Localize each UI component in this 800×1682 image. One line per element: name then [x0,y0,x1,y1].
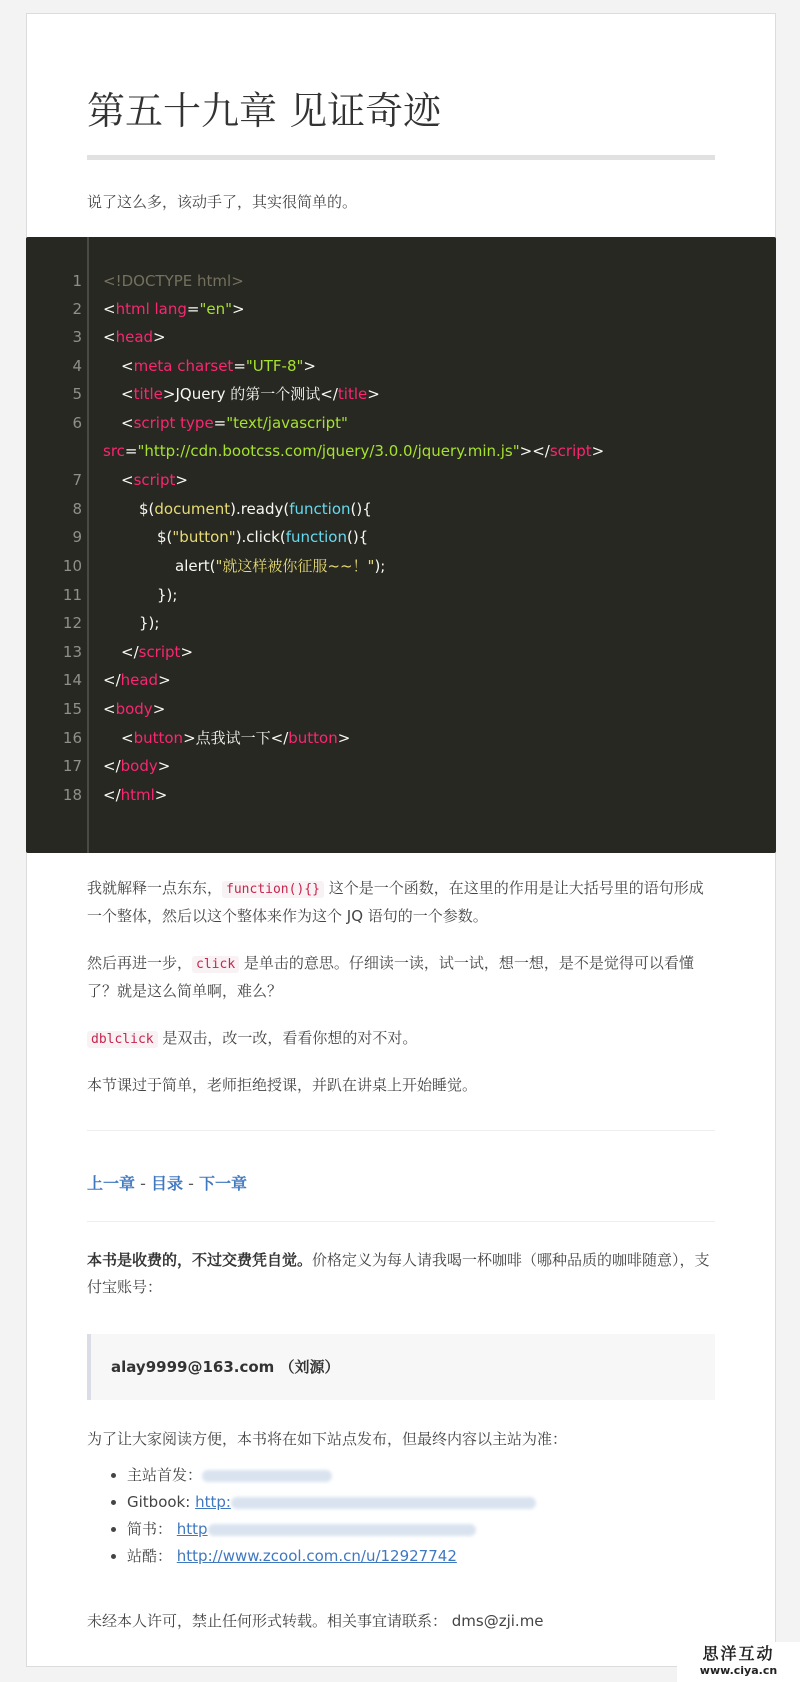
code-line-3: <head> [103,328,166,346]
code-line-17: </body> [103,757,171,775]
line-number: 17 [62,757,82,775]
inline-code: function(){} [222,881,324,898]
line-number: 10 [62,557,82,575]
line-number: 6 [72,414,82,432]
chapter-nav: 上一章 - 目录 - 下一章 [87,1174,247,1193]
line-number: 12 [62,614,82,632]
line-number: 8 [72,500,82,518]
code-line-11: }); [157,586,178,604]
line-number: 5 [72,385,82,403]
code-line-6-wrap: src="http://cdn.bootcss.com/jquery/3.0.0/jquery.min.js"></script> [103,442,605,460]
line-number: 1 [72,272,82,290]
account-blockquote: alay9999@163.com （刘源） [87,1334,715,1400]
gitbook-link[interactable]: http: [195,1493,231,1511]
line-number: 9 [72,528,82,546]
code-line-2: <html lang="en"> [103,300,245,318]
inline-code: dblclick [87,1031,158,1048]
code-line-1: <!DOCTYPE html> [103,272,244,290]
site-item-main: • 主站首发： [127,1462,715,1489]
line-number: 13 [62,643,82,661]
prev-chapter-link[interactable]: 上一章 [87,1174,136,1193]
code-line-8: $(document).ready(function(){ [139,500,372,518]
line-number: 14 [62,671,82,689]
line-number: 15 [62,700,82,718]
blurred-link [208,1524,476,1536]
publish-intro: 为了让大家阅读方便，本书将在如下站点发布，但最终内容以主站为准： [87,1430,568,1448]
code-line-14: </head> [103,671,171,689]
line-number: 2 [72,300,82,318]
code-block [26,237,776,853]
paragraph-sleep: 本节课过于简单，老师拒绝授课，并趴在讲桌上开始睡觉。 [87,1076,478,1094]
paragraph-dblclick: dblclick 是双击，改一改，看看你想的对不对。 [87,1025,715,1053]
code-gutter-divider [87,237,89,853]
code-line-13: </script> [121,643,194,661]
page-title: 第五十九章 见证奇迹 [87,89,442,133]
jianshu-link[interactable]: http [176,1520,208,1538]
code-line-7: <script> [121,471,188,489]
article-page [26,13,776,1667]
inline-code: click [192,956,239,973]
site-list [87,1462,715,1570]
paragraph-function: 我就解释一点东东， function(){} 这个是一个函数，在这里的作用是让大括号里的语句形成一个整体，然后以这个整体来作为这个 JQ 语句的一个参数。 [87,879,704,925]
site-item-jianshu: • 简书： http [127,1516,715,1543]
divider [87,1221,715,1222]
next-chapter-link[interactable]: 下一章 [198,1174,247,1193]
code-line-6: <script type="text/javascript" [121,414,348,432]
watermark-logo: 思洋互动 www.ciya.cn [677,1642,800,1682]
site-item-gitbook: • Gitbook: http: [127,1489,715,1516]
code-line-16: <button>点我试一下</button> [121,729,351,747]
intro-paragraph: 说了这么多，该动手了，其实很简单的。 [87,193,358,211]
copyright-notice: 未经本人许可，禁止任何形式转载。相关事宜请联系： dms@zji.me [87,1612,544,1630]
line-number: 3 [72,328,82,346]
divider [87,1130,715,1131]
line-number: 18 [62,786,82,804]
blurred-link[interactable] [202,1470,332,1482]
code-line-5: <title>JQuery 的第一个测试</title> [121,385,380,403]
line-number: 7 [72,471,82,489]
code-line-9: $("button").click(function(){ [157,528,369,546]
title-divider [87,155,715,160]
blurred-link [231,1497,536,1509]
code-line-18: </html> [103,786,168,804]
line-number: 11 [62,586,82,604]
paragraph-click: 然后再进一步， click 是单击的意思。仔细读一读，试一试，想一想，是不是觉得可以看懂了？就是这么简单啊，难么？ [87,954,694,1000]
code-line-10: alert("就这样被你征服~~！"); [175,557,386,575]
line-number: 4 [72,357,82,375]
code-line-15: <body> [103,700,166,718]
payment-notice: 本书是收费的，不过交费凭自觉。价格定义为每人请我喝一杯咖啡（哪种品质的咖啡随意），支付宝账号： [87,1251,710,1296]
code-line-12: }); [139,614,160,632]
zcool-link[interactable]: http://www.zcool.com.cn/u/12927742 [176,1547,457,1565]
toc-link[interactable]: 目录 [150,1174,183,1193]
line-number: 16 [62,729,82,747]
site-item-zcool: • 站酷： http://www.zcool.com.cn/u/12927742 [127,1543,715,1570]
code-line-4: <meta charset="UTF-8"> [121,357,316,375]
